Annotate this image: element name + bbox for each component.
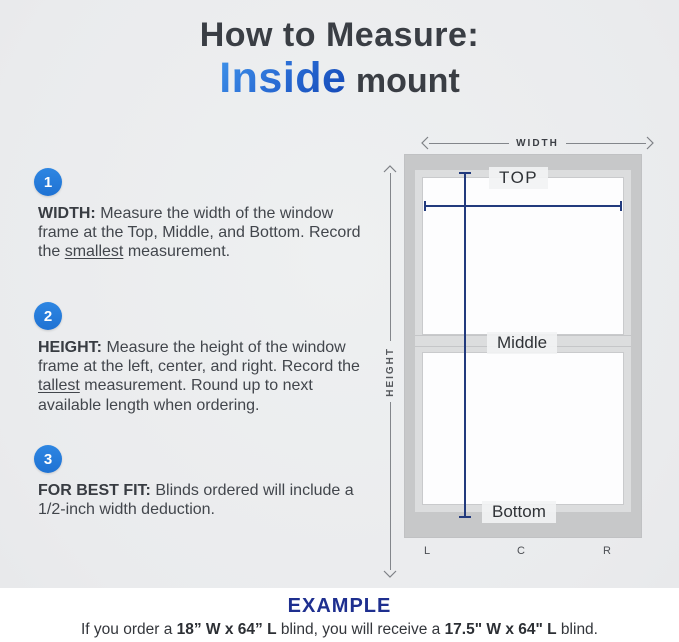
label-left-column: L xyxy=(424,545,432,557)
title-accent: Inside xyxy=(219,53,347,102)
arrow-right-icon xyxy=(646,136,654,150)
example-section xyxy=(0,588,679,642)
arrow-line xyxy=(566,143,646,144)
title-rest: mount xyxy=(346,61,460,100)
label-top: TOP xyxy=(489,167,548,189)
step-2-body: Measure the height of the window frame at the left, center, and right. Record the xyxy=(38,339,360,376)
step-1 xyxy=(34,168,378,262)
arrow-line xyxy=(429,143,509,144)
step-2-lead: HEIGHT: xyxy=(38,339,102,356)
label-bottom: Bottom xyxy=(482,501,556,523)
step-1-body: Measure the width of the window frame at the Top, Middle, and Bottom. Record the xyxy=(38,205,361,261)
arrow-line xyxy=(390,173,391,341)
label-right-column: R xyxy=(603,545,612,557)
window-upper-pane xyxy=(422,177,624,335)
step-3-body: Blinds ordered will include a 1/2-inch width deduction. xyxy=(38,482,354,519)
label-center-column: C xyxy=(517,545,526,557)
measure-cap xyxy=(424,201,426,211)
arrow-line xyxy=(390,402,391,570)
step-3 xyxy=(34,445,378,519)
label-middle: Middle xyxy=(487,332,557,354)
height-measurement-line xyxy=(464,172,466,518)
window-lower-pane xyxy=(422,352,624,505)
width-measurement-line xyxy=(424,205,622,207)
step-1-underlined-word: smallest xyxy=(64,243,124,261)
example-heading: EXAMPLE xyxy=(287,595,392,617)
step-1-number-badge: 1 xyxy=(34,168,62,196)
step-2 xyxy=(34,302,378,415)
example-prefix: If you order a xyxy=(80,621,177,638)
width-label: WIDTH xyxy=(516,137,559,149)
arrow-up-icon xyxy=(383,165,397,173)
title-line1: How to Measure: xyxy=(199,16,480,54)
step-1-lead: WIDTH: xyxy=(38,205,96,222)
example-middle: blind, you will receive a xyxy=(276,621,445,638)
step-1-text xyxy=(38,204,378,262)
step-1-body-end: measurement. xyxy=(123,243,231,261)
width-measure-arrow xyxy=(421,136,654,150)
step-3-text xyxy=(38,481,378,519)
step-2-text xyxy=(38,338,378,415)
example-received-size: 17.5" W x 64" L xyxy=(444,621,557,638)
step-2-body-end: measurement. Round up to next available length when ordering. xyxy=(38,377,313,414)
arrow-down-icon xyxy=(383,570,397,578)
height-measure-arrow xyxy=(383,165,397,578)
example-ordered-size: 18” W x 64” L xyxy=(176,621,277,638)
arrow-left-icon xyxy=(421,136,429,150)
measure-cap xyxy=(620,201,622,211)
step-3-lead: FOR BEST FIT: xyxy=(38,482,151,499)
step-2-number-badge: 2 xyxy=(34,302,62,330)
example-sentence xyxy=(0,621,679,639)
measure-cap xyxy=(459,516,471,518)
step-3-number-badge: 3 xyxy=(34,445,62,473)
step-2-underlined-word: tallest xyxy=(38,377,80,395)
measure-cap xyxy=(459,172,471,174)
height-label: HEIGHT xyxy=(384,346,396,397)
title-line2 xyxy=(0,53,679,102)
page-title xyxy=(0,18,679,101)
example-suffix: blind. xyxy=(556,621,598,638)
